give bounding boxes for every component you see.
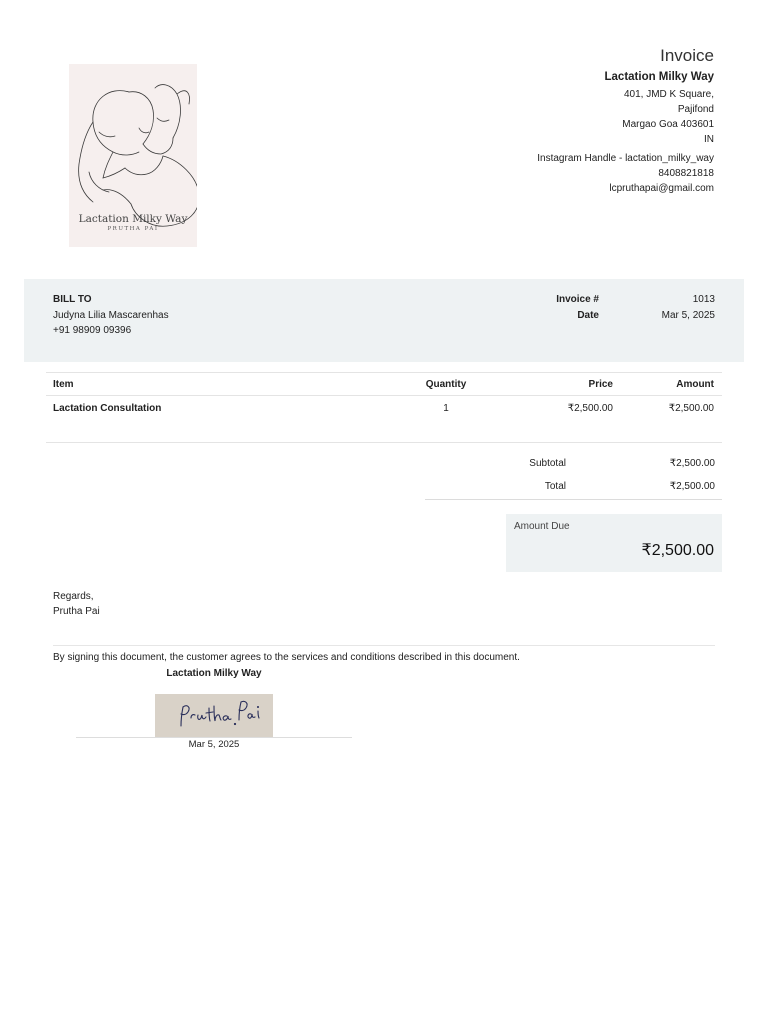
instagram-handle: Instagram Handle - lactation_milky_way: [537, 153, 714, 164]
section-divider: [53, 645, 715, 646]
logo-image: [69, 64, 197, 247]
address-line: Pajifond: [677, 104, 714, 115]
email-address: lcpruthapai@gmail.com: [609, 183, 714, 194]
item-quantity: 1: [443, 402, 449, 414]
signature-company: Lactation Milky Way: [166, 668, 262, 679]
bill-to-label: BILL TO: [53, 294, 92, 305]
phone-number: 8408821818: [658, 168, 714, 179]
amount-due-label: Amount Due: [514, 521, 570, 532]
table-row: [46, 396, 722, 420]
customer-name: Judyna Lilia Mascarenhas: [53, 309, 169, 321]
agreement-text: By signing this document, the customer agrees to the services and conditions described in this document.: [53, 652, 520, 663]
bill-to-block: [53, 292, 169, 339]
total-label: Total: [544, 481, 566, 492]
regards-line: Regards,: [53, 591, 94, 602]
column-header-quantity: Quantity: [425, 378, 467, 390]
company-info: [537, 46, 714, 196]
date-label: Date: [577, 309, 599, 321]
company-name: Lactation Milky Way: [604, 71, 714, 83]
logo-title: Lactation Milky Way: [78, 213, 188, 225]
document-title: Invoice: [660, 46, 714, 65]
amount-due-value: ₹2,500.00: [641, 542, 714, 559]
address-line: Margao Goa 403601: [622, 119, 714, 130]
customer-phone: +91 98909 09396: [53, 325, 132, 336]
invoice-number-row: [539, 292, 715, 308]
invoice-number-label: Invoice #: [556, 294, 599, 305]
company-logo: [56, 64, 208, 264]
invoice-date-row: [539, 308, 715, 324]
items-table: [46, 372, 722, 443]
subtotal-row: [425, 452, 722, 475]
invoice-meta: [539, 292, 715, 323]
address-line: IN: [704, 134, 714, 145]
signature-date: Mar 5, 2025: [188, 739, 240, 750]
subtotal-value: ₹2,500.00: [669, 458, 715, 469]
amount-due-box: [506, 514, 722, 572]
total-row: [425, 475, 722, 498]
totals-divider: [425, 499, 722, 500]
signature-line: [76, 737, 352, 738]
column-header-item: Item: [53, 378, 74, 390]
logo-subtitle: PRUTHA PAI: [107, 226, 159, 232]
invoice-date: Mar 5, 2025: [661, 309, 715, 321]
item-amount: ₹2,500.00: [668, 402, 714, 414]
invoice-number: 1013: [692, 294, 715, 305]
total-value: ₹2,500.00: [669, 481, 715, 492]
totals-section: [425, 452, 722, 500]
regards-block: [53, 590, 100, 619]
handwritten-signature-icon: [155, 694, 273, 737]
table-divider: [46, 442, 722, 443]
regards-name: Prutha Pai: [53, 605, 100, 617]
subtotal-label: Subtotal: [529, 458, 566, 469]
address-line: 401, JMD K Square,: [623, 89, 714, 100]
column-header-price: Price: [588, 378, 613, 390]
bill-to-section: [24, 279, 744, 362]
item-name: Lactation Consultation: [53, 402, 162, 414]
table-header: [46, 372, 722, 396]
column-header-amount: Amount: [676, 378, 714, 390]
item-price: ₹2,500.00: [567, 402, 613, 414]
signature-image: [155, 694, 273, 737]
